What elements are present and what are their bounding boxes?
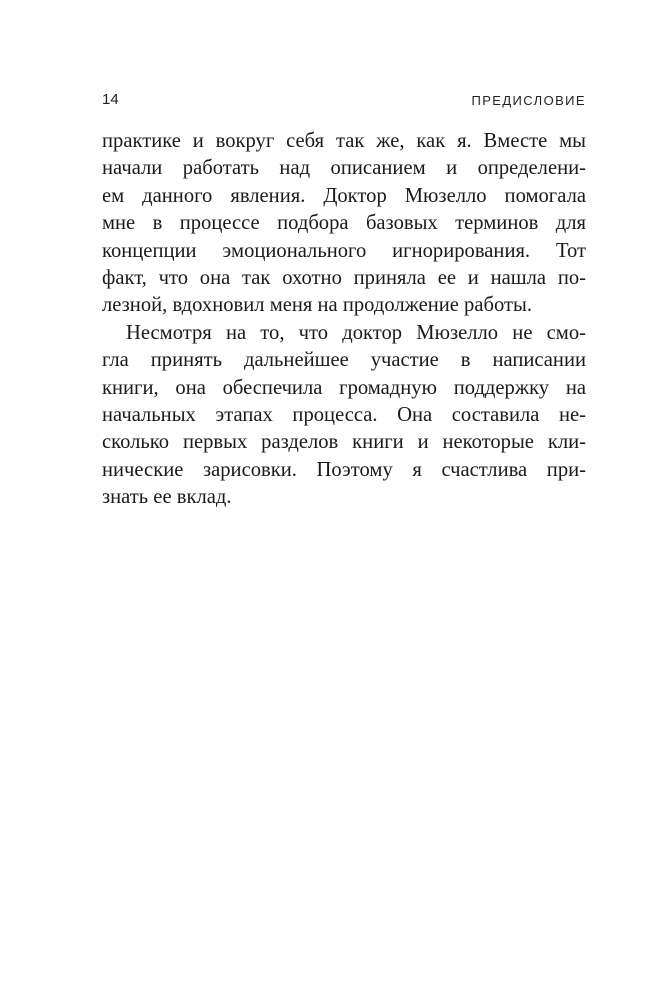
text-line: нические зарисовки. Поэтому я счастлива при- xyxy=(102,458,586,481)
section-title: ПРЕДИСЛОВИЕ xyxy=(471,93,586,108)
text-line: начали работать над описанием и определени- xyxy=(102,157,586,180)
text-line: Несмотря на то, что доктор Мюзелло не смо- xyxy=(126,321,586,344)
text-line: сколько первых разделов книги и некоторые кли- xyxy=(102,431,586,454)
body-text xyxy=(102,128,586,512)
running-header xyxy=(102,91,586,115)
text-line: знать ее вклад. xyxy=(102,486,232,509)
text-line: факт, что она так охотно приняла ее и нашла по- xyxy=(102,267,586,290)
paragraph-1 xyxy=(102,128,586,320)
text-line: концепции эмоционального игнорирования. Тот xyxy=(102,239,586,262)
paragraph-2 xyxy=(102,320,586,512)
text-line: ем данного явления. Доктор Мюзелло помогала xyxy=(102,184,586,207)
text-line: книги, она обеспечила громадную поддержку на xyxy=(102,376,586,399)
text-line: мне в процессе подбора базовых терминов для xyxy=(102,212,586,235)
text-line: практике и вокруг себя так же, как я. Вместе мы xyxy=(102,130,586,152)
text-line: лезной, вдохновил меня на продолжение работы. xyxy=(102,294,532,317)
text-line: гла принять дальнейшее участие в написании xyxy=(102,349,586,372)
text-line: начальных этапах процесса. Она составила не- xyxy=(102,404,586,427)
page-number: 14 xyxy=(102,91,119,108)
